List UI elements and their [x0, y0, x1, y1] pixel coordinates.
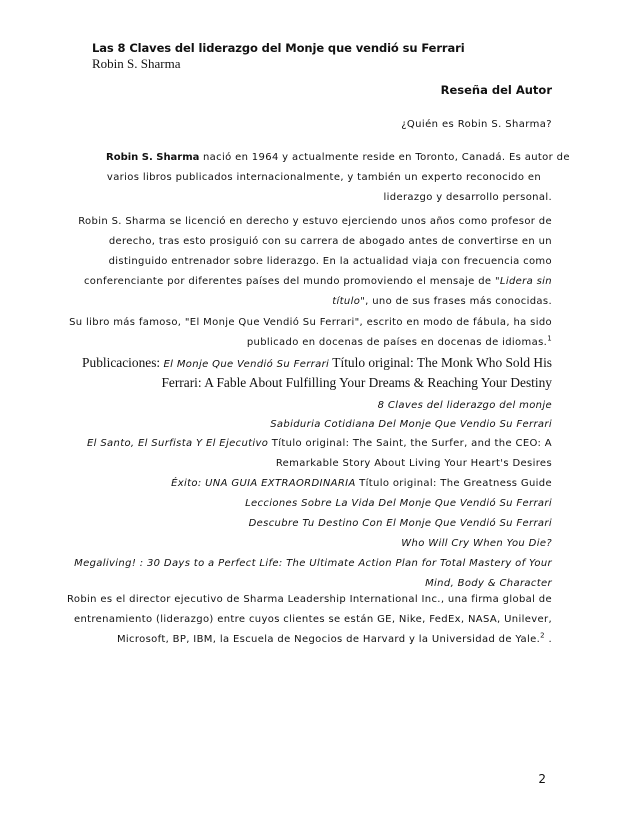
paragraph-line [247, 333, 552, 353]
paragraph-line [84, 272, 552, 292]
text-span: Microsoft, BP, IBM, la Escuela de Negocios de Harvard y la Universidad de Yale. [116, 634, 541, 645]
paragraph-line: derecho, tras esto prosiguió con su carrera de abogado antes de convertirse en un [108, 236, 552, 247]
footnote-marker: 2 [540, 631, 545, 640]
paragraph-line: Su libro más famoso, "El Monje Que Vendió Su Ferrari", escrito en modo de fábula, ha sido [69, 317, 552, 328]
publications-list [74, 353, 552, 589]
publications-label: Publicaciones: [82, 355, 164, 370]
header-book-title: Las 8 Claves del liderazgo del Monje que vendió su Ferrari [92, 41, 465, 55]
paragraph-line [117, 630, 552, 650]
publication-item [82, 353, 552, 375]
text-span: Título original: The Saint, the Surfer, and the CEO: A [268, 438, 552, 449]
footnote-marker: 1 [547, 334, 552, 343]
publication-item: Remarkable Story About Living Your Heart's Desires [275, 458, 552, 469]
text-span: . [544, 634, 552, 645]
paragraph-line: distinguido entrenador sobre liderazgo. En la actualidad viaja con frecuencia como [108, 256, 552, 267]
text-span: Título original: The Greatness Guide [355, 478, 552, 489]
text-span: título [332, 296, 361, 307]
text-span: ", uno de sus frases más conocidas. [360, 296, 552, 307]
paragraph-company [67, 590, 552, 650]
paragraph-line [332, 292, 552, 312]
text-span: El Monje Que Vendió Su Ferrari [163, 359, 330, 370]
publication-item [161, 373, 552, 395]
paragraph-line: liderazgo y desarrollo personal. [383, 192, 552, 203]
publication-item: Megaliving! : 30 Days to a Perfect Life: The Ultimate Action Plan for Total Mastery of Your [74, 558, 552, 569]
paragraph-line: Robin S. Sharma se licenció en derecho y estuvo ejerciendo unos años como profesor de [78, 216, 552, 227]
publication-item [171, 474, 552, 494]
publication-item: Descubre Tu Destino Con El Monje Que Vendió Su Ferrari [248, 518, 552, 529]
text-span: Ferrari: A Fable About Fulfilling Your Dreams & Reaching Your Destiny [161, 375, 552, 390]
paragraph-line [92, 148, 570, 168]
publication-item: Lecciones Sobre La Vida Del Monje Que Vendió Su Ferrari [245, 498, 552, 509]
header-author: Robin S. Sharma [92, 56, 181, 71]
text-span: Título original: The Monk Who Sold His [329, 355, 552, 370]
author-name: Robin S. Sharma [106, 152, 200, 163]
publication-item [87, 434, 552, 454]
paragraph-famous-book [69, 313, 552, 353]
section-title: Reseña del Autor [440, 83, 552, 97]
text-span: publicado en docenas de países en docenas de idiomas. [246, 337, 548, 348]
paragraph-line: Robin es el director ejecutivo de Sharma Leadership International Inc., una firma global de [67, 594, 552, 605]
publication-item: Sabiduria Cotidiana Del Monje Que Vendio Su Ferrari [270, 419, 552, 430]
text-span: Lidera sin [499, 276, 552, 287]
paragraph-bio [92, 148, 570, 208]
paragraph-line: varios libros publicados internacionalmente, y también un experto reconocido en [106, 172, 542, 183]
text-span: conferenciante por diferentes países del mundo promoviendo el mensaje de " [83, 276, 500, 287]
text-span: El Santo, El Surfista Y El Ejecutivo [87, 438, 269, 449]
publication-item: Mind, Body & Character [425, 578, 552, 589]
paragraph-career [78, 212, 552, 312]
paragraph-line: entrenamiento (liderazgo) entre cuyos clientes se están GE, Nike, FedEx, NASA, Unilever, [73, 614, 552, 625]
publication-item: 8 Claves del liderazgo del monje [377, 400, 552, 411]
section-question: ¿Quién es Robin S. Sharma? [401, 119, 552, 130]
page-number: 2 [538, 772, 546, 786]
publication-item: Who Will Cry When You Die? [401, 538, 552, 549]
text-span: nació en 1964 y actualmente reside en Toronto, Canadá. Es autor de [199, 152, 570, 163]
text-span: Éxito: UNA GUIA EXTRAORDINARIA [171, 478, 356, 489]
